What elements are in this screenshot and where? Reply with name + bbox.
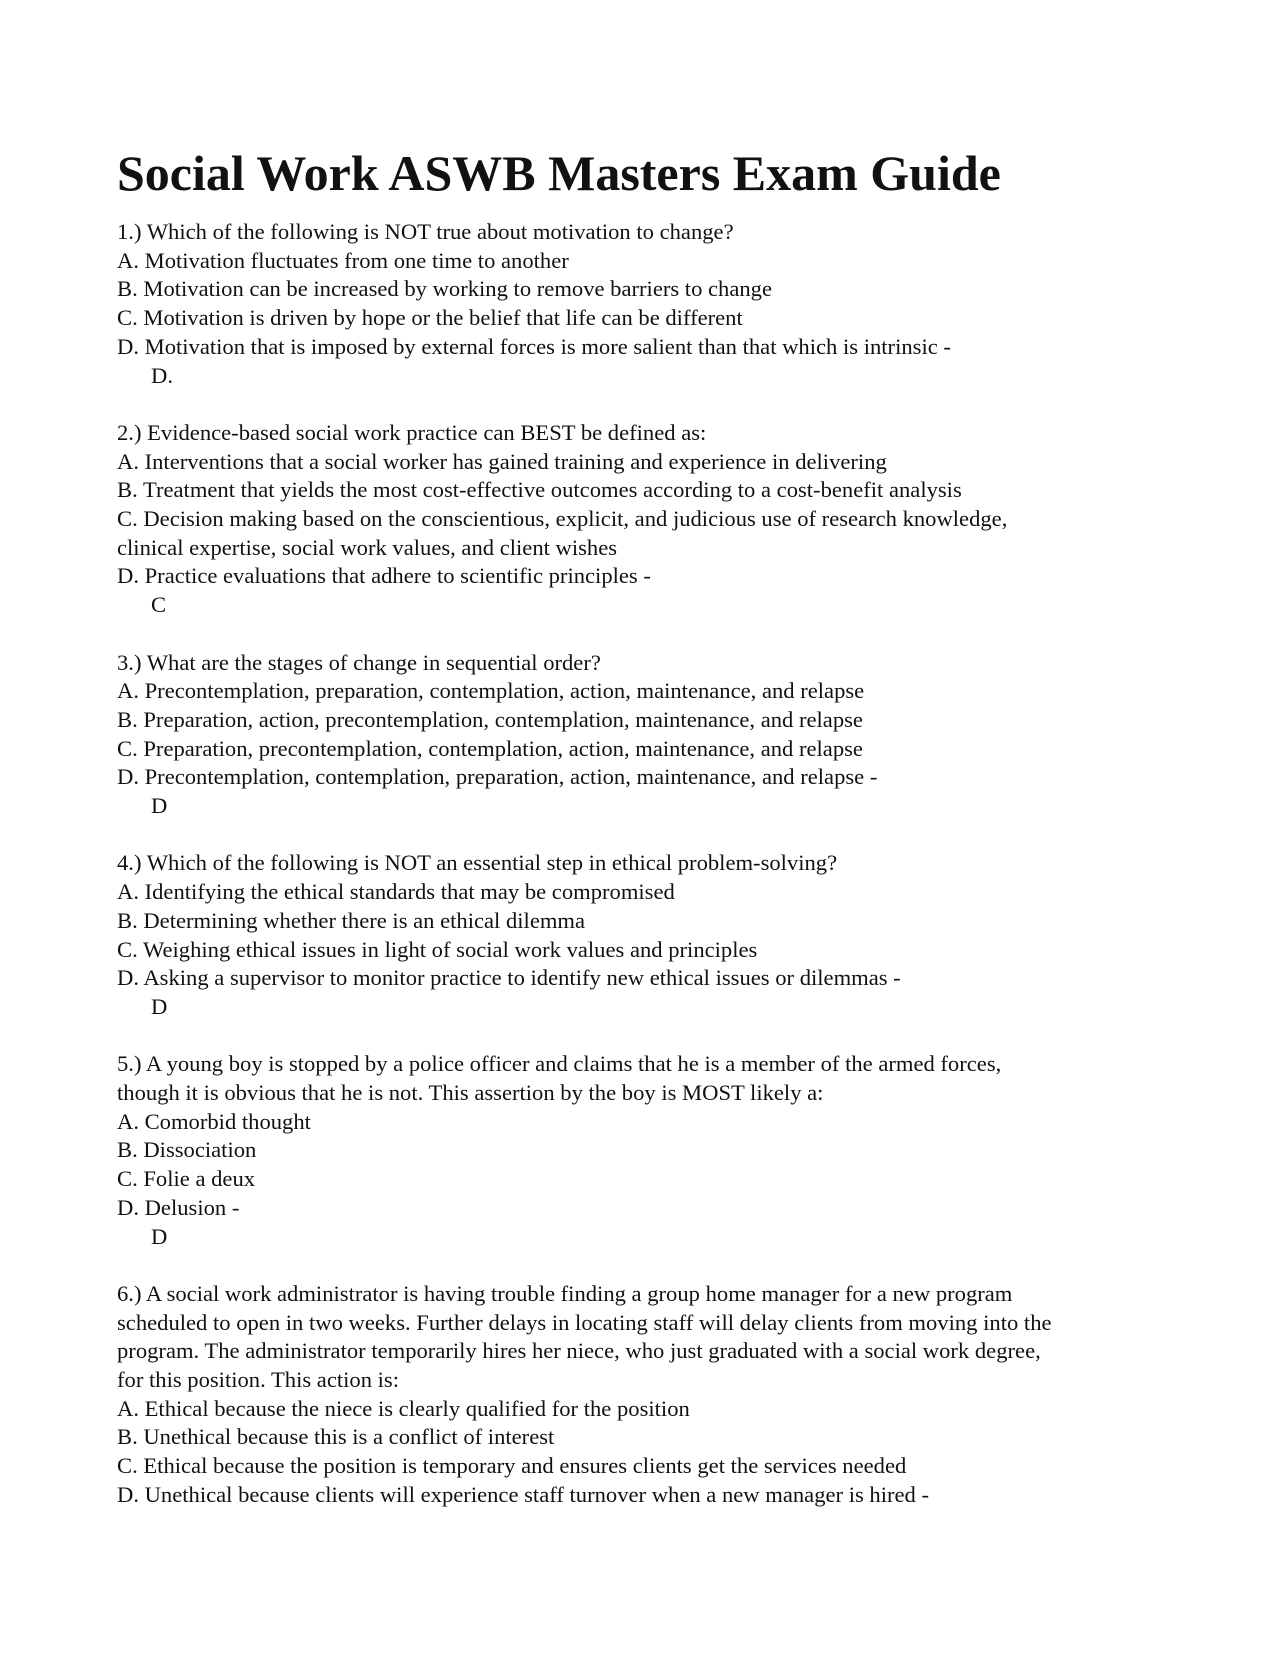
question-2 xyxy=(117,419,1167,620)
question-4 xyxy=(117,849,1167,1021)
question-5 xyxy=(117,1050,1167,1251)
option-d: D. Asking a supervisor to monitor practice to identify new ethical issues or dilemmas - xyxy=(117,965,901,991)
answer-key: D xyxy=(151,993,168,1019)
option-d: D. Delusion - xyxy=(117,1194,240,1220)
question-stem-continued: scheduled to open in two weeks. Further delays in locating staff will delay clients from moving into the xyxy=(117,1309,1052,1335)
question-stem: 2.) Evidence-based social work practice can BEST be defined as: xyxy=(117,419,707,445)
option-b: B. Determining whether there is an ethical dilemma xyxy=(117,907,586,933)
option-c: C. Weighing ethical issues in light of social work values and principles xyxy=(117,936,758,962)
option-a: A. Motivation fluctuates from one time to another xyxy=(117,247,569,273)
question-1 xyxy=(117,218,1167,390)
question-stem: 4.) Which of the following is NOT an essential step in ethical problem-solving? xyxy=(117,850,838,876)
option-c: C. Motivation is driven by hope or the belief that life can be different xyxy=(117,305,743,331)
option-d: D. Unethical because clients will experience staff turnover when a new manager is hired - xyxy=(117,1481,930,1507)
option-d: D. Practice evaluations that adhere to scientific principles - xyxy=(117,563,651,589)
option-a: A. Comorbid thought xyxy=(117,1108,311,1134)
option-a: A. Precontemplation, preparation, contemplation, action, maintenance, and relapse xyxy=(117,678,865,704)
option-b: B. Unethical because this is a conflict of interest xyxy=(117,1424,555,1450)
option-b: B. Motivation can be increased by working to remove barriers to change xyxy=(117,276,773,302)
option-a: A. Ethical because the niece is clearly qualified for the position xyxy=(117,1395,690,1421)
question-stem-continued: program. The administrator temporarily hires her niece, who just graduated with a social work degree, xyxy=(117,1338,1041,1364)
question-6 xyxy=(117,1280,1167,1510)
answer-key: C xyxy=(151,592,167,618)
option-c: C. Preparation, precontemplation, contemplation, action, maintenance, and relapse xyxy=(117,735,863,761)
option-d: D. Motivation that is imposed by external forces is more salient than that which is intrinsic - xyxy=(117,333,951,359)
question-stem: 5.) A young boy is stopped by a police officer and claims that he is a member of the armed forces, xyxy=(117,1051,1002,1077)
question-3 xyxy=(117,649,1167,821)
document-title: Social Work ASWB Masters Exam Guide xyxy=(117,145,1001,201)
option-c-continued: clinical expertise, social work values, and client wishes xyxy=(117,534,618,560)
option-b: B. Preparation, action, precontemplation, contemplation, maintenance, and relapse xyxy=(117,706,863,732)
option-b: B. Treatment that yields the most cost-effective outcomes according to a cost-benefit analysis xyxy=(117,477,962,503)
option-c: C. Ethical because the position is temporary and ensures clients get the services needed xyxy=(117,1453,907,1479)
option-a: A. Interventions that a social worker has gained training and experience in delivering xyxy=(117,448,887,474)
option-b: B. Dissociation xyxy=(117,1137,257,1163)
answer-key: D. xyxy=(151,362,173,388)
option-d: D. Precontemplation, contemplation, preparation, action, maintenance, and relapse - xyxy=(117,764,878,790)
answer-key: D xyxy=(151,1223,168,1249)
question-stem: 3.) What are the stages of change in sequential order? xyxy=(117,649,601,675)
option-c: C. Folie a deux xyxy=(117,1166,256,1192)
question-stem: 6.) A social work administrator is having trouble finding a group home manager for a new program xyxy=(117,1280,1013,1306)
option-a: A. Identifying the ethical standards that may be compromised xyxy=(117,879,675,905)
option-c: C. Decision making based on the conscientious, explicit, and judicious use of research knowledge, xyxy=(117,506,1008,532)
answer-key: D xyxy=(151,793,168,819)
document-page xyxy=(117,140,1167,1538)
question-stem-continued: though it is obvious that he is not. This assertion by the boy is MOST likely a: xyxy=(117,1080,824,1106)
question-stem: 1.) Which of the following is NOT true about motivation to change? xyxy=(117,219,734,244)
question-stem-continued: for this position. This action is: xyxy=(117,1367,400,1393)
